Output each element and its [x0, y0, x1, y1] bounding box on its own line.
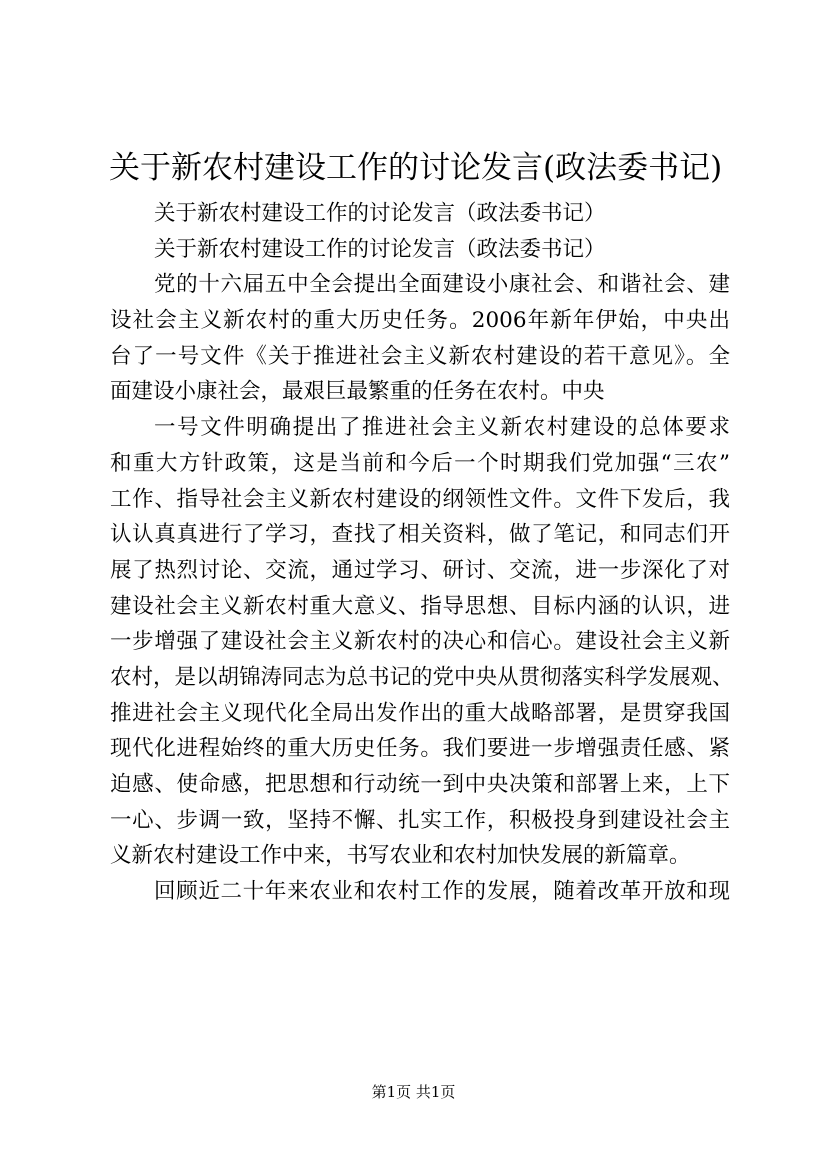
document-title: 关于新农村建设工作的讨论发言(政法委书记) — [109, 150, 723, 186]
paragraph-line: 义新农村建设工作中来，书写农业和农村加快发展的新篇章。 — [110, 843, 691, 869]
paragraph-line: 回顾近二十年来农业和农村工作的发展，随着改革开放和现 — [154, 879, 730, 905]
document-body — [110, 196, 734, 910]
subtitle-line: 关于新农村建设工作的讨论发言（政法委书记） — [154, 236, 606, 262]
paragraph-line: 一步增强了建设社会主义新农村的决心和信心。建设社会主义新 — [110, 629, 730, 655]
paragraph-line: 面建设小康社会，最艰巨最繁重的任务在农村。中央 — [110, 379, 605, 405]
page-footer: 第1页 共1页 — [371, 1083, 456, 1101]
paragraph-line: 一号文件明确提出了推进社会主义新农村建设的总体要求 — [154, 415, 730, 441]
paragraph-line: 台了一号文件《关于推进社会主义新农村建设的若干意见》。全 — [110, 343, 730, 369]
paragraph-line: 迫感、使命感，把思想和行动统一到中央决策和部署上来，上下 — [110, 772, 730, 797]
paragraph-line: 工作、指导社会主义新农村建设的纲领性文件。文件下发后，我 — [110, 486, 730, 512]
paragraph-line: 推进社会主义现代化全局出发作出的重大战略部署，是贯穿我国 — [110, 700, 730, 726]
paragraph-line: 农村，是以胡锦涛同志为总书记的党中央从贯彻落实科学发展观、 — [110, 664, 734, 690]
paragraph-line: 现代化进程始终的重大历史任务。我们要进一步增强责任感、紧 — [110, 736, 730, 762]
paragraph-line: 认认真真进行了学习，查找了相关资料，做了笔记，和同志们开 — [110, 522, 730, 548]
paragraph-line: 一心、步调一致，坚持不懈、扎实工作，积极投身到建设社会主 — [110, 807, 730, 833]
paragraph-line: 和重大方针政策，这是当前和今后一个时期我们党加强“三农” — [110, 450, 730, 476]
paragraph-line: 设社会主义新农村的重大历史任务。2006年新年伊始，中央出 — [110, 308, 730, 334]
subtitle-line: 关于新农村建设工作的讨论发言（政法委书记） — [154, 201, 606, 226]
paragraph-line: 展了热烈讨论、交流，通过学习、研讨、交流，进一步深化了对 — [110, 557, 730, 583]
paragraph-line: 建设社会主义新农村重大意义、指导思想、目标内涵的认识，进 — [110, 593, 730, 619]
paragraph-line: 党的十六届五中全会提出全面建设小康社会、和谐社会、建 — [154, 272, 730, 298]
